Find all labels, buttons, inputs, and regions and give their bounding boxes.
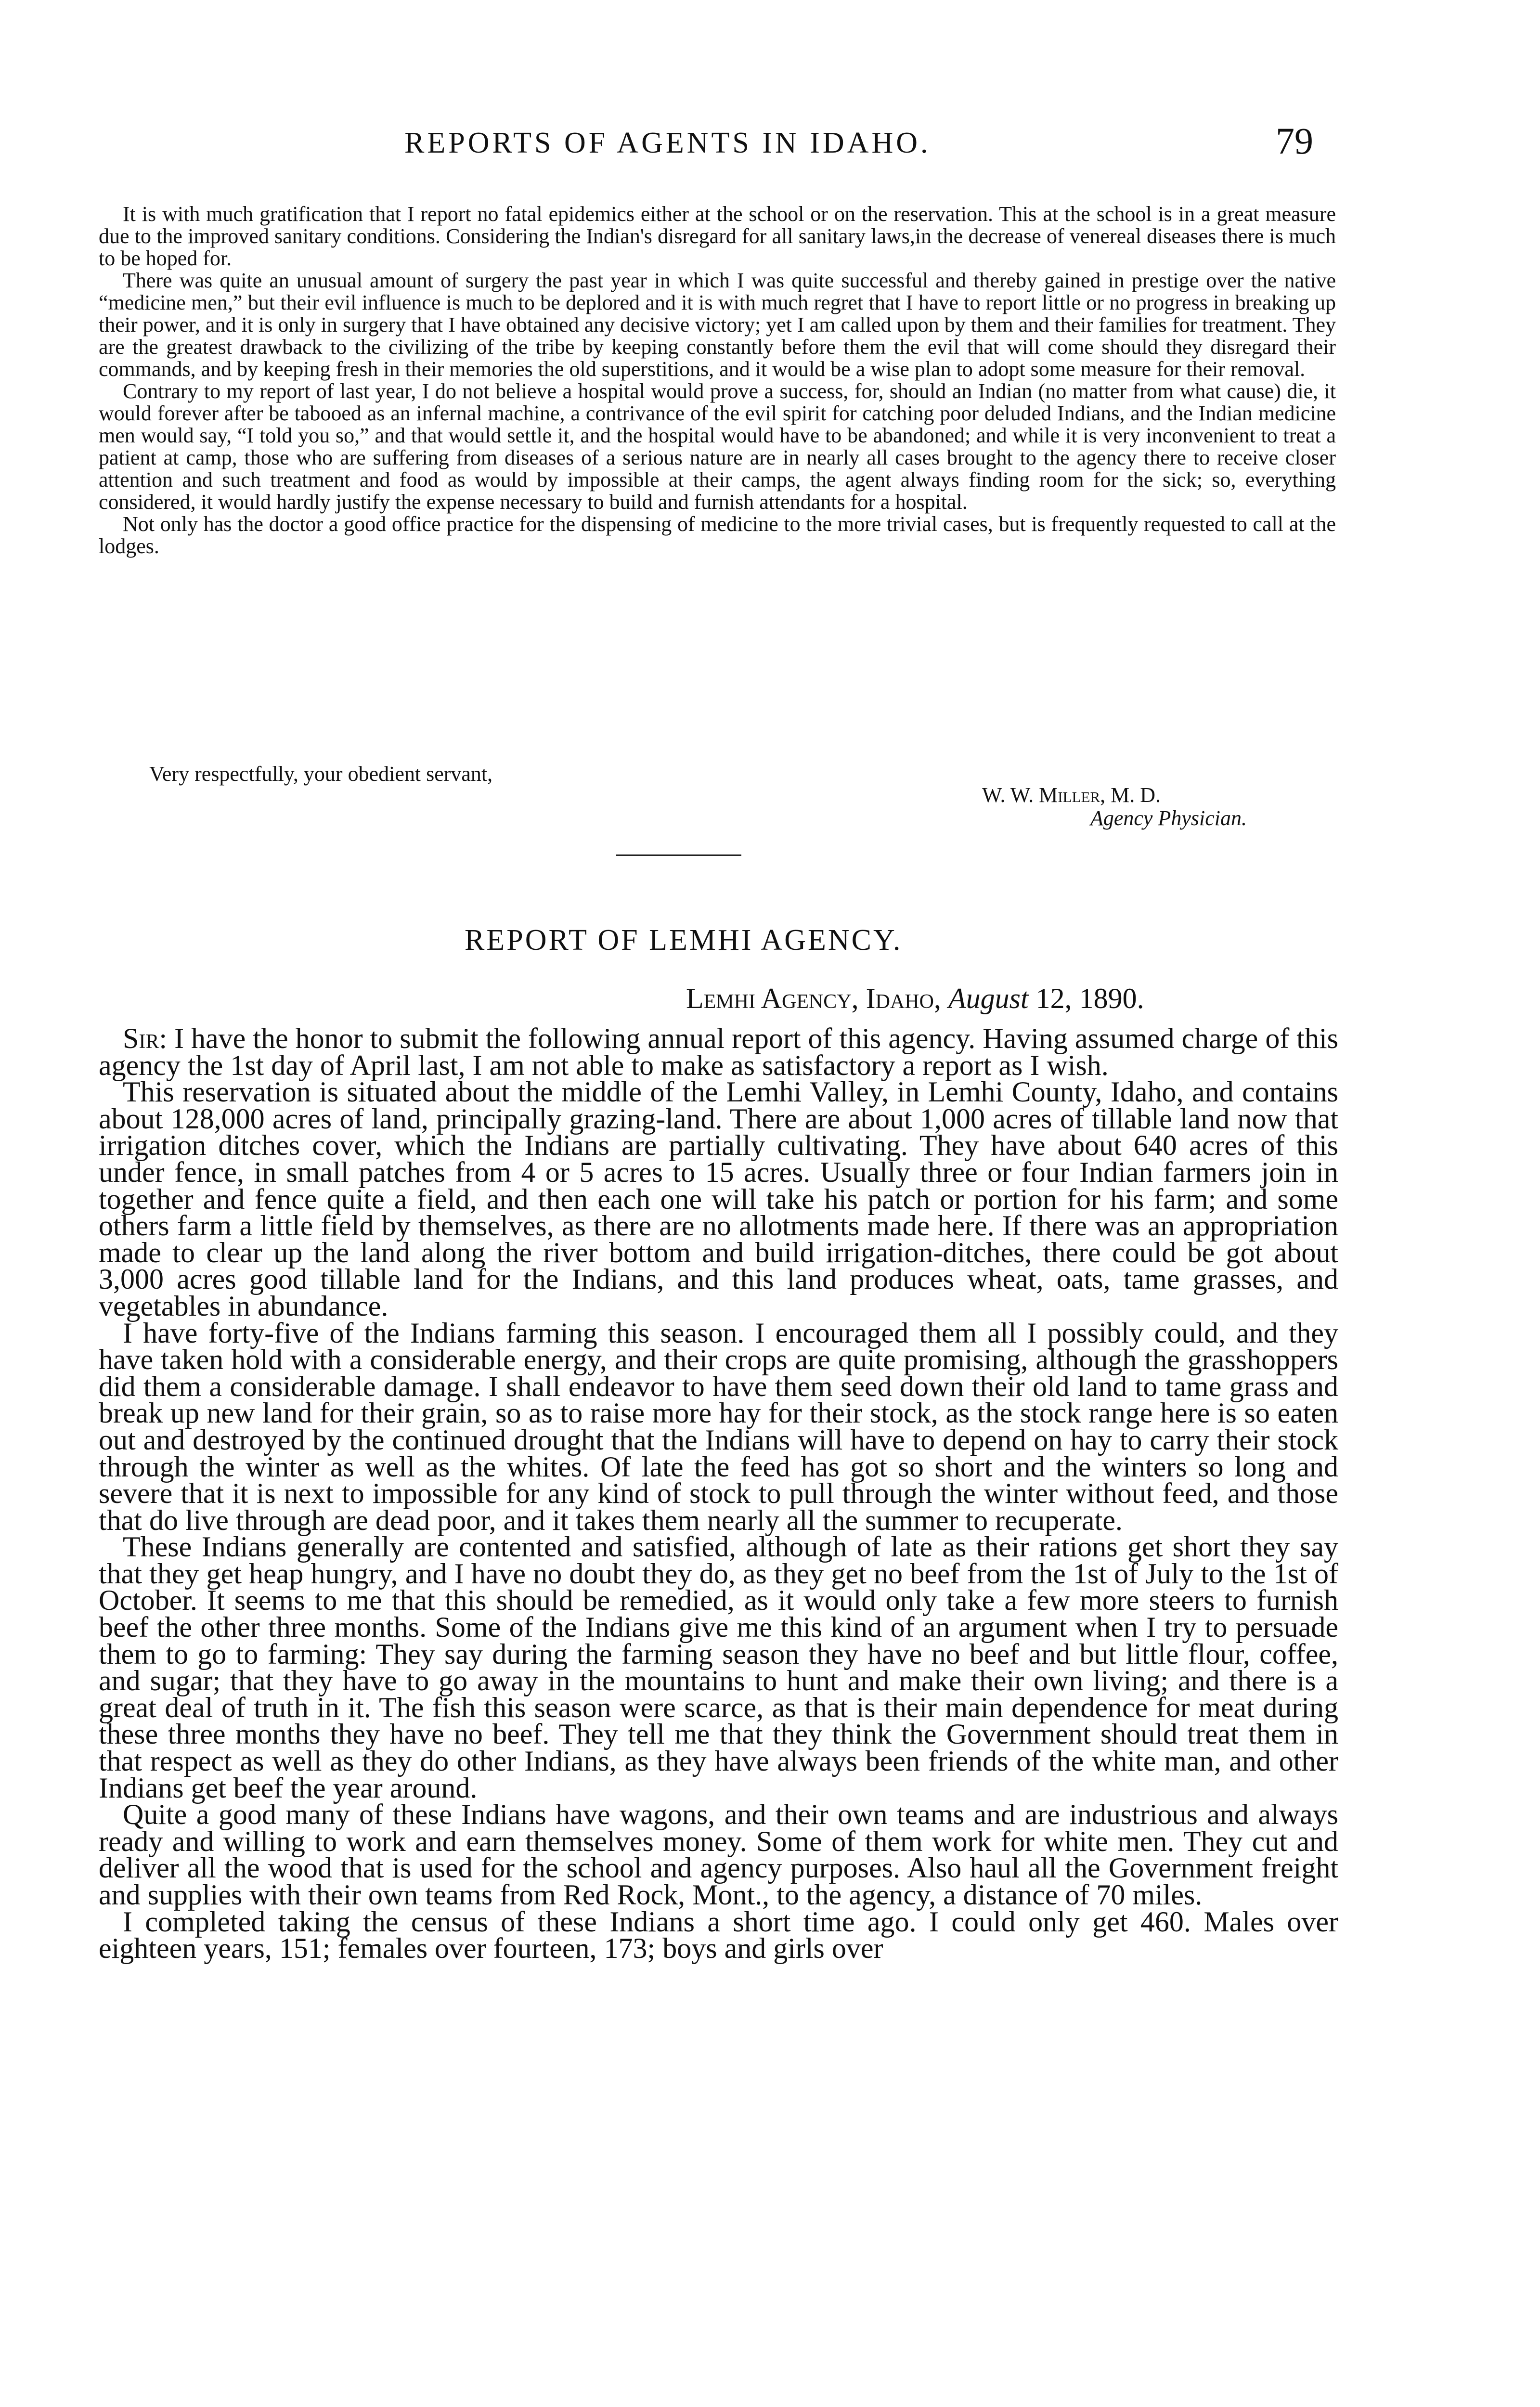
paragraph: Contrary to my report of last year, I do not believe a hospital would prove a success, for, should an Indian (no matter from what cause) die, it would forever after be tabooed as an infernal machine, a contrivance of the evil spirit for catching poor deluded Indians, and the Indian medicine men would say, “I told you so,” and that would settle it, and the hospital would have to be abandoned; and while it is very inconvenient to treat a patient at camp, those who are suffering from diseases of a serious nature are in nearly all cases brought to the agency there to receive closer attention and such treatment and food as would by impossible at their camps, the agent always finding room for the sick; so, everything considered, it would hardly justify the expense necessary to build and furnish attendants for a hospital.	[99, 379, 1336, 514]
section-title: REPORT OF LEMHI AGENCY.	[465, 924, 903, 957]
lemhi-report-body	[99, 1022, 1338, 1965]
paragraph: I completed taking the census of these Indians a short time ago. I could only get 460. Males over eighteen years, 151; females over fourteen, 173; boys and girls over	[99, 1905, 1338, 1965]
section-divider	[616, 854, 741, 856]
closing-line: Very respectfully, your obedient servant,	[149, 762, 493, 786]
salutation: Sir:	[123, 1022, 168, 1054]
dateline-month: August	[948, 983, 1029, 1014]
signature-block	[982, 784, 1247, 830]
paragraph: Quite a good many of these Indians have wagons, and their own teams and are industrious and always ready and willing to work and earn themselves money. Some of them work for white men. They cut and deliver all the wood that is used for the school and agency purposes. Also haul all the Government freight and supplies with their own teams from Red Rock, Mont., to the agency, a distance of 70 miles.	[99, 1799, 1338, 1911]
paragraph: There was quite an unusual amount of surgery the past year in which I was quite successful and thereby gained in prestige over the native “medicine men,” but their evil influence is much to be deplored and it is with much regret that I have to report little or no progress in breaking up their power, and it is only in surgery that I have obtained any decisive victory; yet I am called upon by them and their families for treatment. They are the greatest drawback to the civilizing of the tribe by keeping constantly before them the evil that will come should they disregard their commands, and by keeping fresh in their memories the old superstitions, and it would be a wise plan to adopt some measure for their removal.	[99, 269, 1336, 381]
paragraph	[99, 1022, 1338, 1081]
page-number: 79	[1276, 120, 1313, 162]
dateline	[686, 982, 1144, 1015]
paragraph: This reservation is situated about the middle of the Lemhi Valley, in Lemhi County, Idaho, and contains about 128,000 acres of land, principally grazing-land. There are about 1,000 acres of tillable land now that irrigation ditches cover, which the Indians are partially cultivating. They have about 640 acres of this under fence, in small patches from 4 or 5 acres to 15 acres. Usually three or four Indian farmers join in together and fence quite a field, and then each one will take his patch or portion for his farm; and some others farm a little field by themselves, as there are no allotments made here. If there was an appropriation made to clear up the land along the river bottom and build irrigation-ditches, there could be got about 3,000 acres good tillable land for the Indians, and this land produces wheat, oats, tame grasses, and vegetables in abundance.	[99, 1076, 1338, 1322]
physician-report-body	[99, 203, 1336, 557]
paragraph: It is with much gratification that I report no fatal epidemics either at the school or on the reservation. This at the school is in a great measure due to the improved sanitary conditions. Considering the Indian's disregard for all sanitary laws,in the decrease of venereal diseases there is much to be hoped for.	[99, 202, 1336, 270]
paragraph-text: I have the honor to submit the following annual report of this agency. Having assumed charge of this agency the 1st day of April last, I am not able to make as satisfactory a report as I wish.	[99, 1022, 1338, 1081]
dateline-day-year: 12, 1890.	[1035, 983, 1144, 1014]
paragraph: Not only has the doctor a good office practice for the dispensing of medicine to the more trivial cases, but is frequently requested to call at the lodges.	[99, 512, 1336, 558]
running-head: REPORTS OF AGENTS IN IDAHO.	[404, 127, 931, 159]
signature-title: Agency Physician.	[1090, 806, 1247, 830]
paragraph: These Indians generally are contented and satisfied, although of late as their rations get short they say that they get heap hungry, and I have no doubt they do, as they get no beef from the 1st of July to the 1st of October. It seems to me that this should be remedied, as it would only take a few more steers to furnish beef the other three months. Some of the Indians give me this kind of an argument when I try to persuade them to go to farming: They say during the farming season they have no beef and but little flour, coffee, and sugar; that they have to go away in the mountains to hunt and make their own living; and there is a great deal of truth in it. The fish this season were scarce, as that is their main dependence for meat during these three months they have no beef. They tell me that they think the Government should treat them in that respect as well as they do other Indians, as they have always been friends of the white man, and other Indians get beef the year around.	[99, 1531, 1338, 1804]
signature-name: W. W. Miller, M. D.	[982, 783, 1161, 807]
dateline-place: Lemhi Agency, Idaho,	[686, 983, 941, 1014]
paragraph: I have forty-five of the Indians farming this season. I encouraged them all I possibly could, and they have taken hold with a considerable energy, and their crops are quite promising, although the grasshoppers did them a considerable damage. I shall endeavor to have them seed down their old land to tame grass and break up new land for their grain, so as to raise more hay for their stock, as the stock range here is so eaten out and destroyed by the continued drought that the Indians will have to depend on hay to carry their stock through the winter as well as the whites. Of late the feed has got so short and the winters so long and severe that it is next to impossible for any kind of stock to pull through the winter without feed, and those that do live through are dead poor, and it takes them nearly all the summer to recuperate.	[99, 1317, 1338, 1536]
